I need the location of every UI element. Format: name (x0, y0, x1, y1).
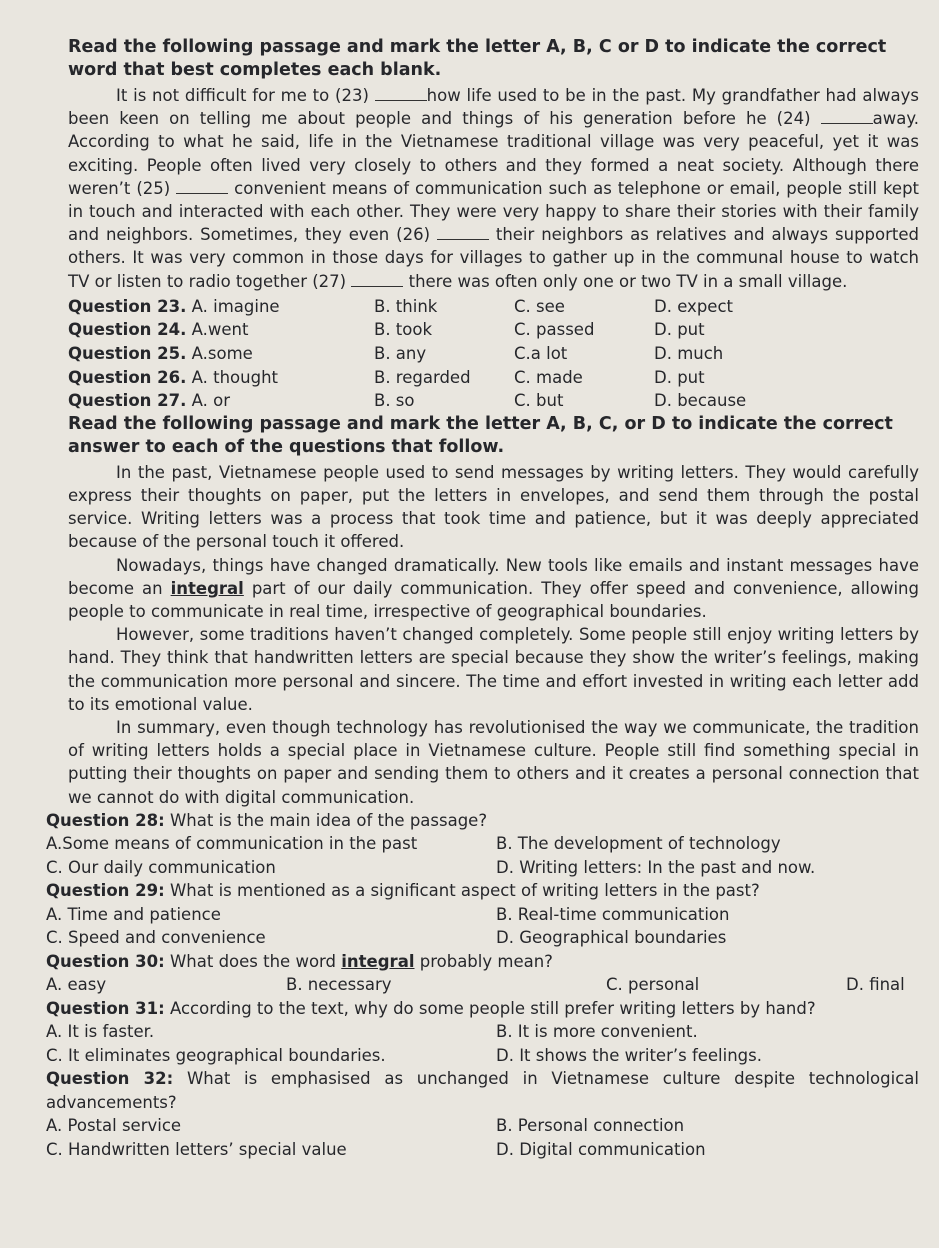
blank-23 (375, 86, 427, 101)
question-32-stem: Question 32: What is emphasised as unchanged in Vietnamese culture despite technological advancements? (46, 1069, 919, 1112)
question-31-options-row1: A. It is faster. B. It is more convenient. (46, 1022, 698, 1042)
question-30-options: A. easy B. necessary C. personal D. final (46, 975, 905, 995)
blank-25 (176, 179, 228, 194)
question-23: Question 23. A. imagine B. think C. see D. expect (68, 296, 733, 316)
reading-paragraph-1: In the past, Vietnamese people used to send messages by writing letters. They would carefully express their thoughts on paper, put the letters in envelopes, and send them through the postal service. Writing letters was a process that took time and patience, but it was deeply appreciated because of the personal touch it offered. (68, 462, 919, 552)
reading-paragraph-2: Nowadays, things have changed dramatically. New tools like emails and instant messages have become an integral part of our daily communication. They offer speed and convenience, allowing people to communicate in real time, irrespective of geographical boundaries. (68, 555, 919, 622)
question-24: Question 24. A.went B. took C. passed D. put (68, 320, 705, 340)
blank-24 (821, 109, 873, 124)
question-28-options-row1: A.Some means of communication in the past B. The development of technology (46, 834, 781, 854)
section1-instruction: Read the following passage and mark the letter A, B, C or D to indicate the correct word that best completes each blank. (68, 37, 887, 80)
question-32-options-row2: C. Handwritten letters’ special value D. Digital communication (46, 1139, 706, 1159)
question-29-options-row1: A. Time and patience B. Real-time communication (46, 904, 730, 924)
question-29-options-row2: C. Speed and convenience D. Geographical boundaries (46, 928, 727, 948)
blank-27 (351, 272, 403, 287)
question-26: Question 26. A. thought B. regarded C. made D. put (68, 367, 705, 387)
section2-instruction: Read the following passage and mark the letter A, B, C, or D to indicate the correct answer to each of the questions that follow. (68, 413, 893, 457)
question-28-options-row2: C. Our daily communication D. Writing letters: In the past and now. (46, 857, 816, 877)
cloze-passage: It is not difficult for me to (23) how life used to be in the past. My grandfather had always been keen on telling me about people and things of his generation before he (24) away. According to what he said, life in the Vietnamese traditional village was very peaceful, yet it was exciting. People often lived very closely to others and they formed a neat society. Although there weren’t (25) convenient means of communication such as telephone or email, people still kept in touch and interacted with each other. They were very happy to share their stories with their family and neighbors. Sometimes, they even (26) their neighbors as relatives and always supported others. It was very common in those days for villages to gather up in the communal house to watch TV or listen to radio together (27) there was often only one or two TV in a small village. (68, 86, 920, 291)
question-31-options-row2: C. It eliminates geographical boundaries. D. It shows the writer’s feelings. (46, 1045, 762, 1065)
question-30-stem: Question 30: What does the word integral probably mean? (46, 951, 553, 971)
question-25: Question 25. A.some B. any C.a lot D. much (68, 344, 724, 364)
reading-paragraph-3: However, some traditions haven’t changed completely. Some people still enjoy writing letters by hand. They think that handwritten letters are special because they show the writer’s feelings, making the communication more personal and sincere. The time and effort invested in writing each letter add to its emotional value. (68, 625, 919, 714)
question-32-options-row1: A. Postal service B. Personal connection (46, 1116, 685, 1136)
cloze-questions (68, 295, 919, 413)
question-31-stem: Question 31: According to the text, why do some people still prefer writing letters by hand? (46, 998, 816, 1018)
blank-26 (437, 225, 489, 240)
reading-paragraph-4: In summary, even though technology has revolutionised the way we communicate, the tradition of writing letters holds a special place in Vietnamese culture. People still find something special in putting their thoughts on paper and sending them to others and it creates a personal connection that we cannot do with digital communication. (68, 718, 919, 807)
highlighted-word-integral: integral (170, 578, 244, 598)
question-28-stem: Question 28: What is the main idea of the passage? (46, 810, 488, 830)
reading-questions (46, 809, 919, 1162)
question-29-stem: Question 29: What is mentioned as a significant aspect of writing letters in the past? (46, 881, 760, 901)
question-27: Question 27. A. or B. so C. but D. because (68, 391, 747, 411)
